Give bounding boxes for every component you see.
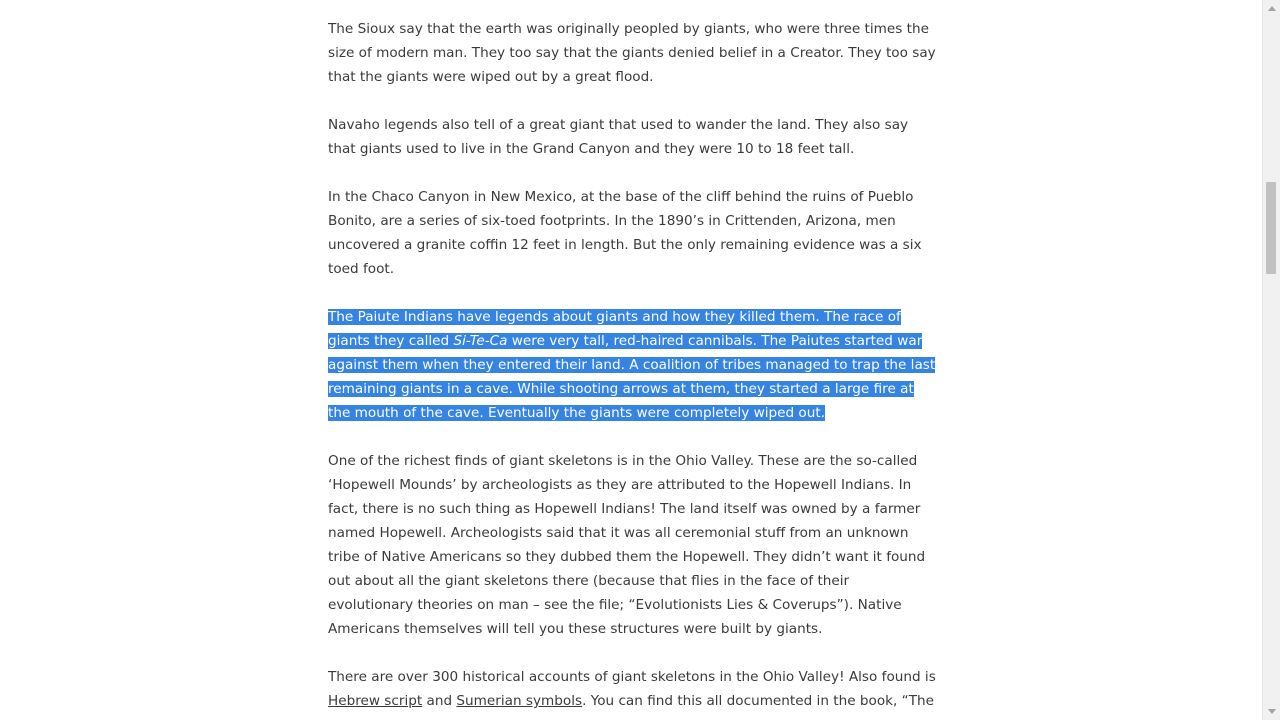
vertical-scrollbar[interactable] [1262,0,1280,720]
paragraph-sioux: The Sioux say that the earth was originally peopled by giants, who were three times the size of modern man. They too say that the giants denied belief in a Creator. They too say that the giants were wiped out by a great flood. [328,21,936,85]
arrow-up-icon [1268,6,1276,11]
accounts-text-end: . You can find this all documented in the book, “The [582,693,934,709]
scroll-thumb[interactable] [1266,182,1276,274]
arrow-down-icon [1268,709,1276,714]
si-te-ca-term: Si-Te-Ca [453,333,508,349]
paiute-text-start: The Paiute Indians have legends about giants and how they killed them. The race of giants they called [328,309,901,349]
paragraph-historical-accounts [328,665,938,713]
paragraph-ohio-valley: One of the richest finds of giant skeletons is in the Ohio Valley. These are the so-called ‘Hopewell Mounds’ by archeologists as they are attributed to the Hopewell Indians. In fact, there is no such thing as Hopewell Indians! The land itself was owned by a farmer named Hopewell. Archeologists said that it was all ceremonial stuff from an unknown tribe of Native Americans so they dubbed them the Hopewell. They didn’t want it found out about all the giant skeletons there (because that flies in the face of their evolutionary theories on man – see the file; “Evolutionists Lies & Coverups”). Native Americans themselves will tell you these structures were built by giants. [328,453,926,637]
paragraph-chaco-canyon: In the Chaco Canyon in New Mexico, at the base of the cliff behind the ruins of Pueblo Bonito, are a series of six-toed footprints. In the 1890’s in Crittenden, Arizona, men uncovered a granite coffin 12 feet in length. But the only remaining evidence was a six toed foot. [328,189,922,277]
article-body [328,17,938,720]
accounts-text-mid: and [422,693,457,709]
paragraph-paiute [328,305,938,425]
scroll-down-arrow[interactable] [1263,703,1280,720]
selected-text [328,309,935,421]
hebrew-script-link[interactable]: Hebrew script [328,693,423,709]
accounts-text-start: There are over 300 historical accounts of giant skeletons in the Ohio Valley! Also found is [328,669,936,685]
paragraph-navaho: Navaho legends also tell of a great giant that used to wander the land. They also say that giants used to live in the Grand Canyon and they were 10 to 18 feet tall. [328,117,909,157]
paiute-text-end: were very tall, red-haired cannibals. The Paiutes started war against them when they entered their land. A coalition of tribes managed to trap the last remaining giants in a cave. While shooting arrows at them, they started a large fire at the mouth of the cave. Eventually the giants were completely wiped out. [328,333,936,421]
scroll-up-arrow[interactable] [1263,0,1280,17]
sumerian-symbols-link[interactable]: Sumerian symbols [456,693,583,709]
